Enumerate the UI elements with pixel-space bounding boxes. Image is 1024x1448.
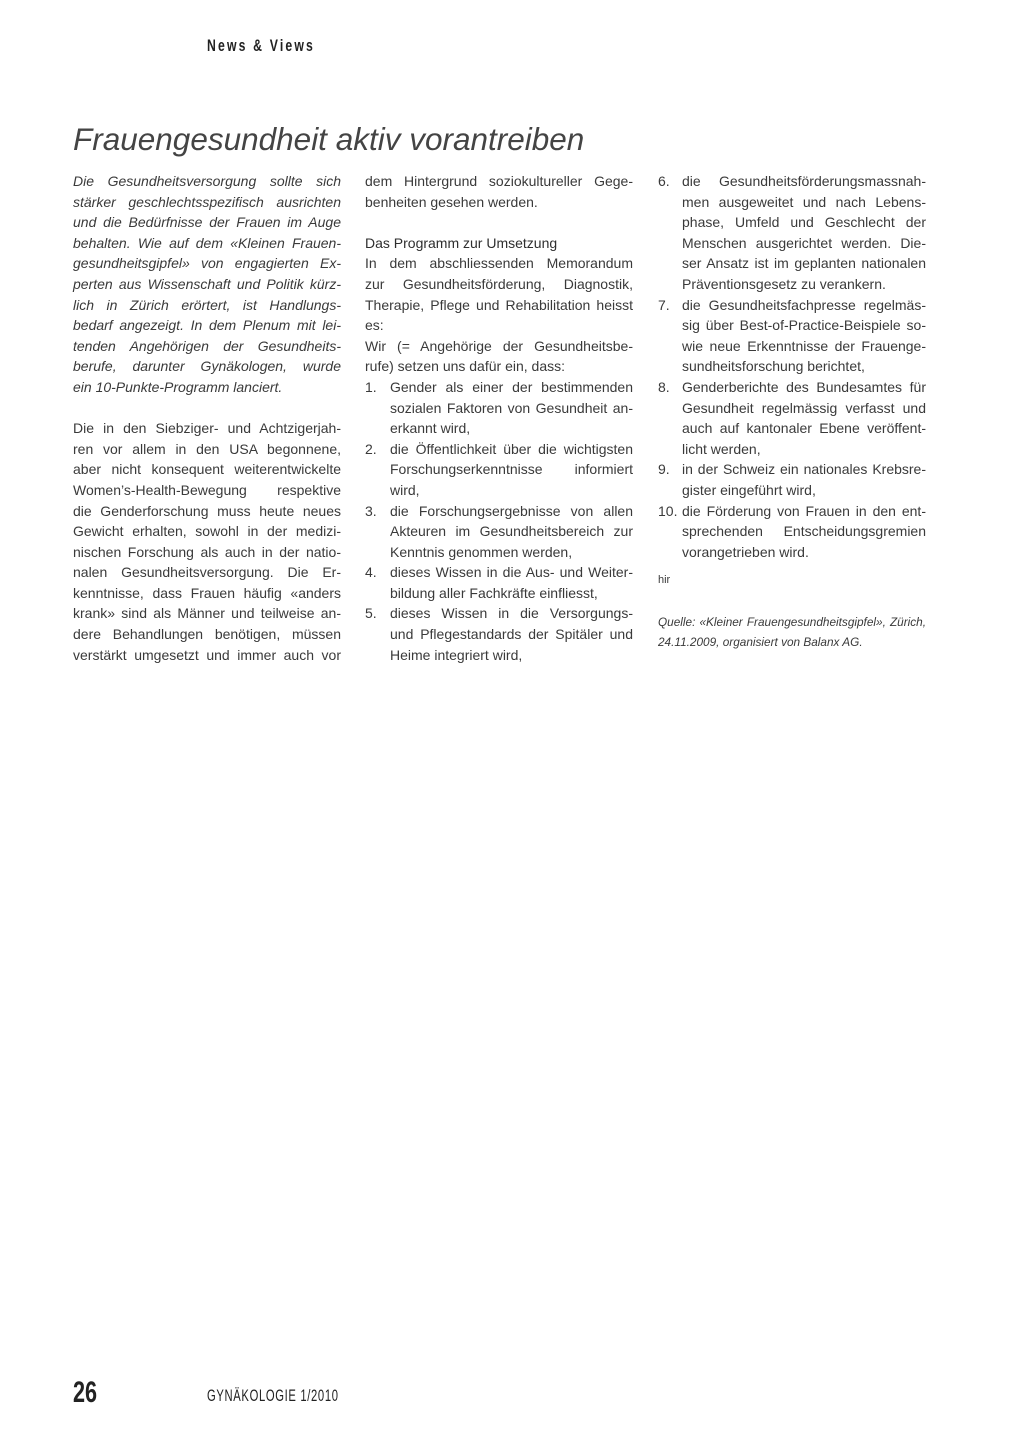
list-line: sozialen Faktoren von Gesundheit an- bbox=[390, 399, 633, 416]
list-line: men ausgeweitet und nach Lebens- bbox=[682, 193, 926, 210]
list-line: Gesundheit regelmässig verfasst und bbox=[682, 399, 926, 416]
list-line: sig über Best-of-Practice-Beispiele so- bbox=[682, 317, 926, 334]
list-line: gister eingeführt wird, bbox=[682, 481, 816, 498]
body-line: aber nicht konsequent weiterentwickelte bbox=[73, 461, 341, 478]
list-line: ser Ansatz ist im geplanten nationalen bbox=[682, 255, 926, 272]
list-number: 1. bbox=[365, 378, 377, 395]
body-line: Die in den Siebziger- und Achtzigerjah- bbox=[73, 420, 341, 437]
section-label: News & Views bbox=[207, 36, 316, 55]
list-line: wird, bbox=[390, 481, 420, 498]
list-line: die Öffentlichkeit über die wichtigsten bbox=[390, 440, 633, 457]
lead-line: stärker geschlechtsspezifisch ausrichten bbox=[73, 193, 341, 210]
column-3 bbox=[658, 171, 926, 652]
list-number: 5. bbox=[365, 605, 377, 622]
list-line: dieses Wissen in die Versorgungs- bbox=[390, 605, 633, 622]
program-intro-line: In dem abschliessenden Memorandum bbox=[365, 255, 633, 272]
body-line: verstärkt umgesetzt und immer auch vor bbox=[73, 646, 341, 663]
list-line: die Forschungsergebnisse von allen bbox=[390, 502, 633, 519]
list-line: in der Schweiz ein nationales Krebsre- bbox=[682, 461, 926, 478]
body-line: nischen Forschung als auch in der natio- bbox=[73, 543, 341, 560]
list-line: licht werden, bbox=[682, 440, 761, 457]
list-number: 9. bbox=[658, 461, 670, 478]
list-item bbox=[658, 501, 926, 563]
paragraph-gap bbox=[365, 212, 633, 233]
lead-line: ein 10-Punkte-Programm lanciert. bbox=[73, 378, 283, 395]
program-intro-line: Therapie, Pflege und Rehabilitation heisst bbox=[365, 296, 633, 313]
list-line: die Gesundheitsfachpresse regelmäs- bbox=[682, 296, 926, 313]
program-intro-line: rufe) setzen uns dafür ein, dass: bbox=[365, 358, 565, 375]
list-item bbox=[658, 377, 926, 459]
body-line: kenntnisse, dass Frauen häufig «anders bbox=[73, 584, 341, 601]
journal-name: GYNÄKOLOGIE 1/2010 bbox=[207, 1386, 339, 1405]
list-line: erkannt wird, bbox=[390, 420, 471, 437]
body-line: krank» sind als Männer und teilweise an- bbox=[73, 605, 341, 622]
list-line: sprechenden Entscheidungsgremien bbox=[682, 523, 926, 540]
lead-line: lich in Zürich erörtert, ist Handlungs- bbox=[73, 296, 341, 313]
paragraph-gap bbox=[73, 398, 341, 419]
list-item bbox=[365, 501, 633, 563]
list-number: 10. bbox=[658, 502, 678, 519]
lead-line: und die Bedürfnisse der Frauen im Auge bbox=[73, 214, 341, 231]
list-line: Menschen ausgerichtet werden. Die- bbox=[682, 234, 926, 251]
body-line: ren vor allem in den USA begonnene, bbox=[73, 440, 341, 457]
list-number: 8. bbox=[658, 378, 670, 395]
list-line: die Förderung von Frauen in den ent- bbox=[682, 502, 926, 519]
author-initials: hir bbox=[658, 574, 671, 587]
list-line: sundheitsforschung berichtet, bbox=[682, 358, 865, 375]
list-line: Genderberichte des Bundesamtes für bbox=[682, 378, 926, 395]
page-number: 26 bbox=[73, 1376, 98, 1409]
list-line: und Pflegestandards der Spitäler und bbox=[390, 626, 633, 643]
list-item bbox=[365, 603, 633, 665]
source-line: 24.11.2009, organisiert von Balanx AG. bbox=[658, 635, 863, 650]
list-line: Forschungserkenntnisse informiert bbox=[390, 461, 633, 478]
subheading: Das Programm zur Umsetzung bbox=[365, 234, 558, 251]
list-number: 6. bbox=[658, 173, 670, 189]
list-line: Präventionsgesetz zu verankern. bbox=[682, 275, 886, 292]
program-intro-line: zur Gesundheitsförderung, Diagnostik, bbox=[365, 275, 633, 292]
source-line: Quelle: «Kleiner Frauengesundheitsgipfel», Zürich, bbox=[658, 615, 926, 630]
list-line: Kenntnis genommen werden, bbox=[390, 543, 573, 560]
list-number: 7. bbox=[658, 296, 670, 313]
lead-paragraph bbox=[73, 171, 341, 398]
list-line: Heime integriert wird, bbox=[390, 646, 523, 663]
list-line: die Gesundheitsförderungsmassnah- bbox=[682, 173, 926, 189]
list-line: dieses Wissen in die Aus- und Weiter- bbox=[390, 564, 633, 581]
list-line: phase, Umfeld und Geschlecht der bbox=[682, 214, 926, 231]
column-2 bbox=[365, 171, 633, 665]
lead-line: tenden Angehörigen der Gesundheits- bbox=[73, 337, 341, 354]
list-number: 4. bbox=[365, 564, 377, 581]
list-line: Gender als einer der bestimmenden bbox=[390, 378, 633, 395]
list-line: Akteuren im Gesundheitsbereich zur bbox=[390, 523, 633, 540]
lead-line: gesundheitsgipfel» von engagierten Ex- bbox=[73, 255, 341, 272]
list-line: bildung aller Fachkräfte einfliesst, bbox=[390, 584, 598, 601]
list-number: 2. bbox=[365, 440, 377, 457]
program-intro-line: Wir (= Angehörige der Gesundheitsbe- bbox=[365, 337, 633, 354]
list-item bbox=[658, 295, 926, 377]
body-line: dem Hintergrund soziokultureller Gege- bbox=[365, 173, 633, 189]
body-line: benheiten gesehen werden. bbox=[365, 193, 538, 210]
article-title: Frauengesundheit aktiv vorantreiben bbox=[73, 121, 585, 157]
body-line: dere Behandlungen benötigen, müssen bbox=[73, 626, 341, 643]
body-line: Gewicht erhalten, sowohl in der medizi- bbox=[73, 523, 341, 540]
lead-line: Die Gesundheitsversorgung sollte sich bbox=[73, 173, 341, 189]
source-note bbox=[658, 612, 926, 652]
list-line: wie neue Erkenntnisse der Frauenge- bbox=[682, 337, 926, 354]
list-item bbox=[365, 562, 633, 603]
body-paragraph bbox=[73, 418, 341, 665]
body-line: Women’s-Health-Bewegung respektive bbox=[73, 481, 341, 498]
list-number: 3. bbox=[365, 502, 377, 519]
list-item bbox=[365, 377, 633, 439]
list-item bbox=[365, 439, 633, 501]
lead-line: bedarf angezeigt. In dem Plenum mit lei- bbox=[73, 317, 341, 334]
list-item bbox=[658, 459, 926, 500]
body-line: die Genderforschung muss heute neues bbox=[73, 502, 341, 519]
column-1 bbox=[73, 171, 341, 665]
lead-line: perten aus Wissenschaft und Politik kürz- bbox=[73, 275, 341, 292]
program-intro-line: es: bbox=[365, 317, 384, 334]
list-line: vorangetrieben wird. bbox=[682, 543, 809, 560]
lead-line: behalten. Wie auf dem «Kleinen Frauen- bbox=[73, 234, 341, 251]
body-line: nalen Gesundheitsversorgung. Die Er- bbox=[73, 564, 341, 581]
lead-line: berufe, darunter Gynäkologen, wurde bbox=[73, 358, 341, 375]
list-item bbox=[658, 171, 926, 295]
list-line: auch auf kantonaler Ebene veröffent- bbox=[682, 420, 926, 437]
